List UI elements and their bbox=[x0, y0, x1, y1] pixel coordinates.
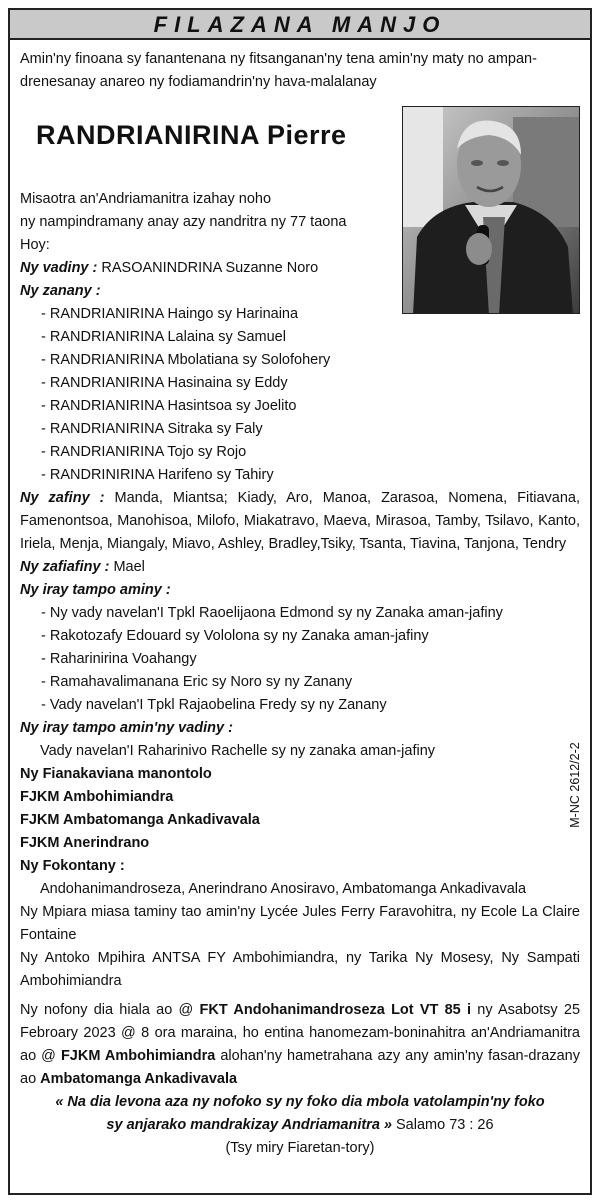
sibling-item: - Ny vady navelan'I Tpkl Raoelijaona Edmond sy ny Zanaka aman-jafiny bbox=[41, 605, 503, 621]
spouse-siblings-label: Ny iray tampo amin'ny vadiny : bbox=[20, 720, 233, 736]
verse-line: sy anjarako mandrakizay Andriamanitra » bbox=[106, 1117, 392, 1133]
spouse-name: RASOANINDRINA Suzanne Noro bbox=[101, 260, 319, 276]
spouse-label: Ny vadiny : bbox=[20, 260, 98, 276]
verse-reference: Salamo 73 : 26 bbox=[391, 1117, 494, 1133]
funeral-church: FJKM Ambohimiandra bbox=[60, 1048, 216, 1064]
spouse-siblings-text: Vady navelan'I Raharinivo Rachelle sy ny zanaka aman-jafiny bbox=[40, 743, 436, 759]
bible-verse bbox=[20, 1091, 580, 1137]
church-line: FJKM Anerindrano bbox=[20, 835, 150, 851]
announcement-line: Hoy: bbox=[20, 237, 50, 253]
sibling-item: - Vady navelan'I Tpkl Rajaobelina Fredy sy ny Zanany bbox=[41, 697, 387, 713]
sibling-item: - Rakotozafy Edouard sy Vololona sy ny Zanaka aman-jafiny bbox=[41, 628, 429, 644]
announcement-line: Misaotra an'Andriamanitra izahay noho bbox=[20, 191, 272, 207]
notice-header bbox=[10, 10, 590, 40]
groups-paragraph: Ny Antoko Mpihira ANTSA FY Ambohimiandra, ny Tarika Ny Mosesy, Ny Sampati Ambohimiandra bbox=[20, 950, 580, 989]
announcement-line: ny nampindramany anay azy nandritra ny 77 taona bbox=[20, 214, 347, 230]
grandchildren-text: Manda, Miantsa; Kiady, Aro, Manoa, Zarasoa, Nomena, Fitiavana, Famenontsoa, Manohisoa, Milofo, Miakatravo, Maeva, Mirasoa, Tamby, Tsilavo, Kanto, Iriela, Menja, Miangaly, Miavo, Ashley, Bradley,Tsiky, Tsanta, Tiavina, Tanjona, Tendry bbox=[20, 490, 581, 552]
grandchildren-paragraph bbox=[20, 487, 580, 556]
funeral-text: Ny nofony dia hiala ao @ bbox=[20, 1002, 200, 1018]
funeral-text: alohan'ny hametrahana azy any amin'ny fasan-drazany ao bbox=[20, 1048, 581, 1087]
great-grandchildren-label: Ny zafiafiny : bbox=[20, 559, 110, 575]
funeral-paragraph bbox=[20, 999, 580, 1091]
family-line: Ny Fianakaviana manontolo bbox=[20, 766, 212, 782]
funeral-text: ny Asabotsy 25 Febroary 2023 @ 8 ora maraina, ho entina hanomezam-boninahitra an'Andriamanitra ao @ bbox=[20, 1002, 581, 1064]
deceased-name: RANDRIANIRINA Pierre bbox=[36, 120, 347, 150]
reference-code bbox=[566, 740, 584, 830]
grandchildren-label: Ny zafiny : bbox=[20, 490, 105, 506]
great-grandchildren-text: Mael bbox=[113, 559, 145, 575]
child-item: - RANDRIANIRINA Mbolatiana sy Solofohery bbox=[41, 352, 331, 368]
reference-code-text: M-NC 2612/2-2 bbox=[568, 742, 582, 828]
notice-body bbox=[20, 188, 580, 1160]
fokontany-label: Ny Fokontany : bbox=[20, 858, 125, 874]
funeral-location: FKT Andohanimandroseza Lot VT 85 i bbox=[199, 1002, 472, 1018]
burial-location: Ambatomanga Ankadivavala bbox=[40, 1071, 238, 1087]
child-item: - RANDRINIRINA Harifeno sy Tahiry bbox=[41, 467, 274, 483]
child-item: - RANDRIANIRINA Hasinaina sy Eddy bbox=[41, 375, 288, 391]
children-label: Ny zanany : bbox=[20, 283, 101, 299]
church-line: FJKM Ambatomanga Ankadivavala bbox=[20, 812, 260, 828]
notice-title: FILAZANA MANJO bbox=[153, 12, 447, 37]
siblings-label: Ny iray tampo aminy : bbox=[20, 582, 171, 598]
child-item: - RANDRIANIRINA Tojo sy Rojo bbox=[41, 444, 247, 460]
fokontany-text: Andohanimandroseza, Anerindrano Anosiravo, Ambatomanga Ankadivavala bbox=[40, 881, 527, 897]
child-item: - RANDRIANIRINA Sitraka sy Faly bbox=[41, 421, 263, 437]
spouse-line bbox=[20, 257, 580, 280]
sibling-item: - Ramahavalimanana Eric sy Noro sy ny Zanany bbox=[41, 674, 353, 690]
child-item: - RANDRIANIRINA Hasintsoa sy Joelito bbox=[41, 398, 297, 414]
child-item: - RANDRIANIRINA Lalaina sy Samuel bbox=[41, 329, 286, 345]
child-item: - RANDRIANIRINA Haingo sy Harinaina bbox=[41, 306, 299, 322]
church-line: FJKM Ambohimiandra bbox=[20, 789, 174, 805]
great-grandchildren-line bbox=[20, 556, 580, 579]
footer-note: (Tsy miry Fiaretan-tory) bbox=[225, 1140, 375, 1156]
verse-line: « Na dia levona aza ny nofoko sy ny foko dia mbola vatolampin'ny foko bbox=[55, 1094, 545, 1110]
sibling-item: - Raharinirina Voahangy bbox=[41, 651, 197, 667]
colleagues-paragraph: Ny Mpiara miasa taminy tao amin'ny Lycée Jules Ferry Faravohitra, ny Ecole La Claire Fontaine bbox=[20, 904, 580, 943]
intro-text: Amin'ny finoana sy fanantenana ny fitsanganan'ny tena amin'ny maty no ampan-drenesanay anareo ny fodiamandrin'ny hava-malalanay bbox=[20, 51, 537, 90]
